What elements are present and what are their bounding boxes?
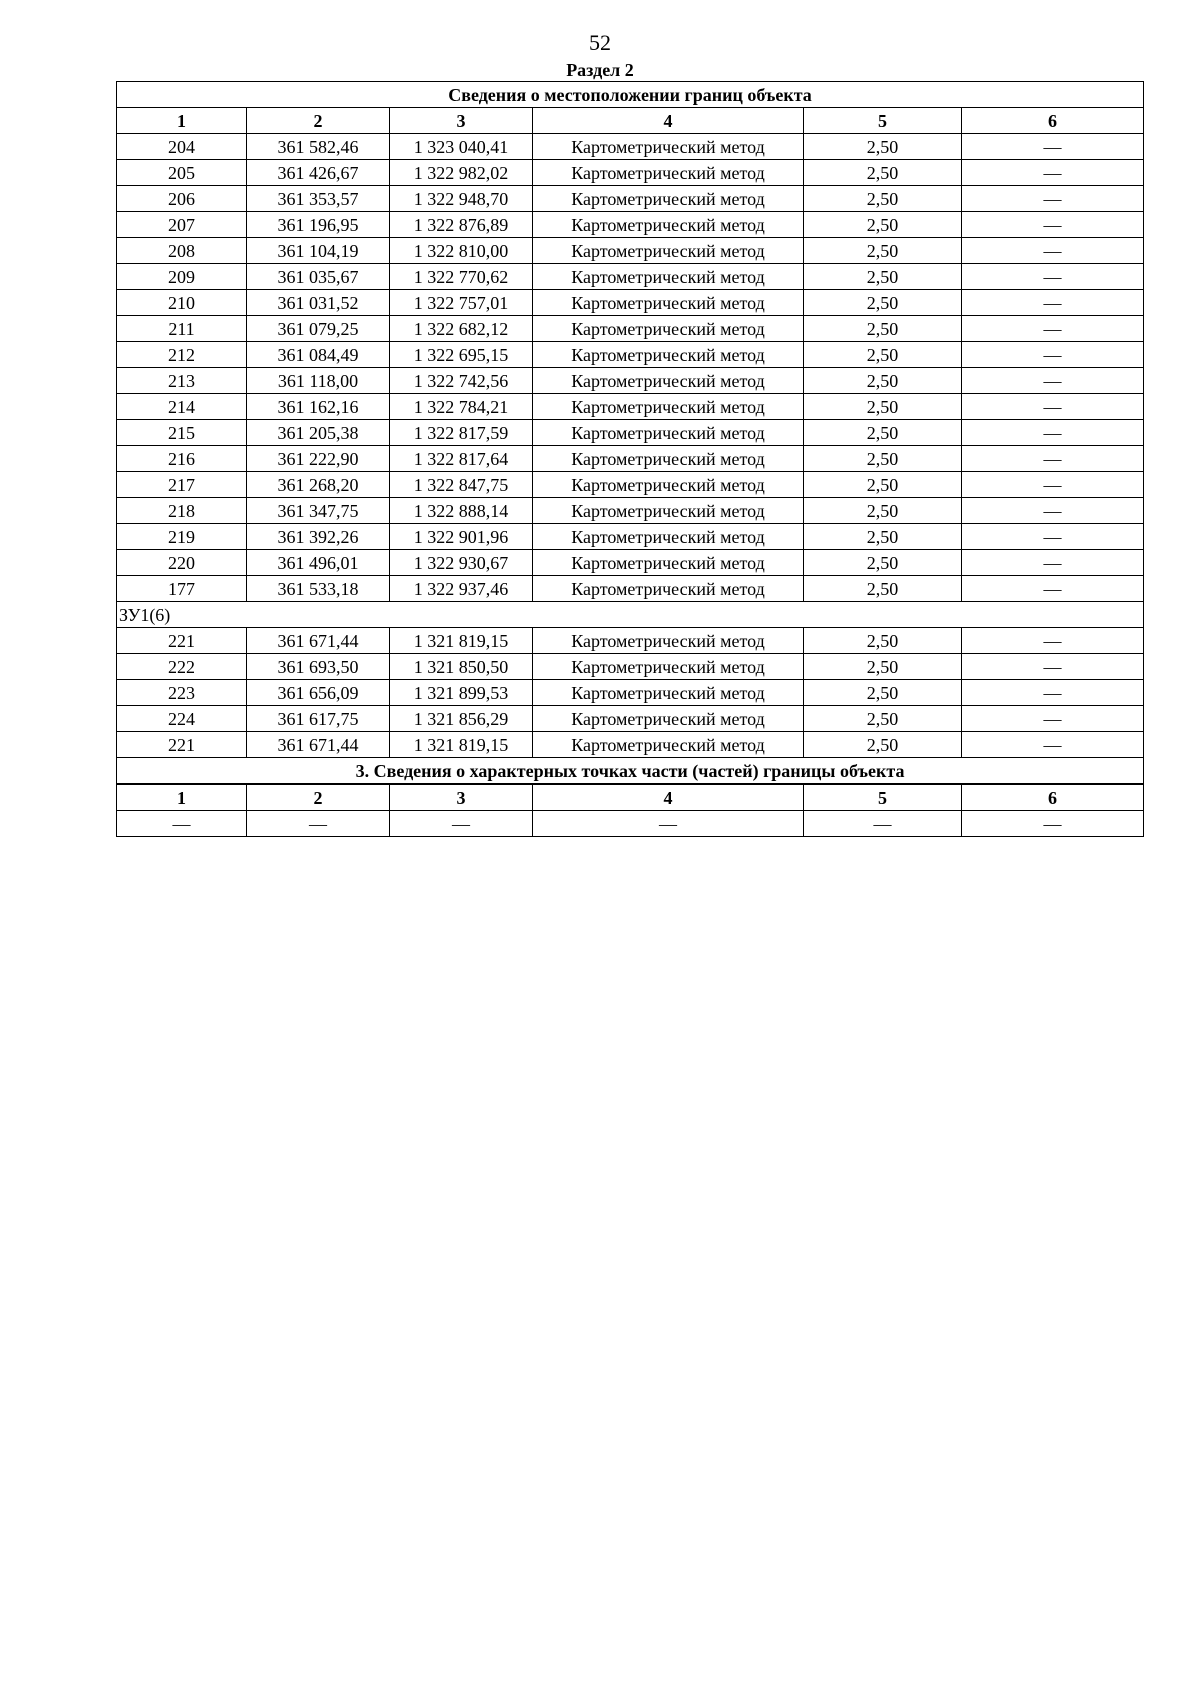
description-cell: — [962, 290, 1144, 316]
point-number-cell: — [117, 811, 247, 837]
x-coordinate-cell: 361 031,52 [247, 290, 390, 316]
accuracy-cell: 2,50 [804, 446, 962, 472]
method-cell: Картометрический метод [533, 342, 804, 368]
point-number-cell: 209 [117, 264, 247, 290]
y-coordinate-cell: 1 322 876,89 [390, 212, 533, 238]
description-cell: — [962, 134, 1144, 160]
x-coordinate-cell: 361 162,16 [247, 394, 390, 420]
accuracy-cell: 2,50 [804, 186, 962, 212]
method-cell: Картометрический метод [533, 446, 804, 472]
x-coordinate-cell: 361 118,00 [247, 368, 390, 394]
y-coordinate-cell: 1 323 040,41 [390, 134, 533, 160]
column-number: 2 [247, 108, 390, 134]
accuracy-cell: 2,50 [804, 342, 962, 368]
table-row [117, 498, 1144, 524]
point-number-cell: 215 [117, 420, 247, 446]
y-coordinate-cell: 1 322 770,62 [390, 264, 533, 290]
group-label: ЗУ1(6) [117, 602, 1144, 628]
y-coordinate-cell: — [390, 811, 533, 837]
accuracy-cell: 2,50 [804, 550, 962, 576]
description-cell: — [962, 732, 1144, 758]
accuracy-cell: 2,50 [804, 524, 962, 550]
table-row [117, 550, 1144, 576]
point-number-cell: 224 [117, 706, 247, 732]
accuracy-cell: 2,50 [804, 628, 962, 654]
method-cell: Картометрический метод [533, 290, 804, 316]
x-coordinate-cell: 361 671,44 [247, 628, 390, 654]
point-number-cell: 207 [117, 212, 247, 238]
y-coordinate-cell: 1 322 817,64 [390, 446, 533, 472]
x-coordinate-cell: 361 656,09 [247, 680, 390, 706]
x-coordinate-cell: 361 347,75 [247, 498, 390, 524]
y-coordinate-cell: 1 322 901,96 [390, 524, 533, 550]
description-cell: — [962, 212, 1144, 238]
table-row [117, 264, 1144, 290]
y-coordinate-cell: 1 322 817,59 [390, 420, 533, 446]
accuracy-cell: 2,50 [804, 680, 962, 706]
column-number: 5 [804, 108, 962, 134]
method-cell: Картометрический метод [533, 316, 804, 342]
y-coordinate-cell: 1 322 784,21 [390, 394, 533, 420]
method-cell: Картометрический метод [533, 576, 804, 602]
method-cell: Картометрический метод [533, 368, 804, 394]
y-coordinate-cell: 1 322 847,75 [390, 472, 533, 498]
method-cell: Картометрический метод [533, 238, 804, 264]
accuracy-cell: 2,50 [804, 394, 962, 420]
method-cell: Картометрический метод [533, 134, 804, 160]
column-number: 4 [533, 108, 804, 134]
description-cell: — [962, 680, 1144, 706]
column-number: 5 [804, 784, 962, 811]
y-coordinate-cell: 1 322 682,12 [390, 316, 533, 342]
table-row [117, 654, 1144, 680]
method-cell: Картометрический метод [533, 654, 804, 680]
table-row [117, 160, 1144, 186]
y-coordinate-cell: 1 321 819,15 [390, 628, 533, 654]
point-number-cell: 177 [117, 576, 247, 602]
accuracy-cell: 2,50 [804, 316, 962, 342]
y-coordinate-cell: 1 322 757,01 [390, 290, 533, 316]
description-cell: — [962, 550, 1144, 576]
page-number: 52 [589, 30, 611, 55]
point-number-cell: 219 [117, 524, 247, 550]
column-number: 6 [962, 108, 1144, 134]
point-number-cell: 223 [117, 680, 247, 706]
point-number-cell: 222 [117, 654, 247, 680]
y-coordinate-cell: 1 322 930,67 [390, 550, 533, 576]
point-number-cell: 206 [117, 186, 247, 212]
section3-column-number-row [117, 784, 1144, 811]
x-coordinate-cell: 361 205,38 [247, 420, 390, 446]
method-cell: Картометрический метод [533, 420, 804, 446]
group-row [117, 602, 1144, 628]
x-coordinate-cell: 361 104,19 [247, 238, 390, 264]
table-row [117, 238, 1144, 264]
y-coordinate-cell: 1 321 850,50 [390, 654, 533, 680]
y-coordinate-cell: 1 322 982,02 [390, 160, 533, 186]
table-row [117, 368, 1144, 394]
table-row [117, 472, 1144, 498]
x-coordinate-cell: 361 426,67 [247, 160, 390, 186]
method-cell: Картометрический метод [533, 628, 804, 654]
x-coordinate-cell: 361 533,18 [247, 576, 390, 602]
point-number-cell: 212 [117, 342, 247, 368]
point-number-cell: 221 [117, 628, 247, 654]
description-cell: — [962, 446, 1144, 472]
description-cell: — [962, 628, 1144, 654]
method-cell: — [533, 811, 804, 837]
column-number: 1 [117, 784, 247, 811]
method-cell: Картометрический метод [533, 498, 804, 524]
table-row [117, 134, 1144, 160]
method-cell: Картометрический метод [533, 550, 804, 576]
accuracy-cell: 2,50 [804, 706, 962, 732]
accuracy-cell: 2,50 [804, 290, 962, 316]
section3-title-row [117, 758, 1144, 785]
table-row [117, 732, 1144, 758]
method-cell: Картометрический метод [533, 212, 804, 238]
method-cell: Картометрический метод [533, 160, 804, 186]
method-cell: Картометрический метод [533, 394, 804, 420]
method-cell: Картометрический метод [533, 732, 804, 758]
accuracy-cell: 2,50 [804, 472, 962, 498]
table-row [117, 420, 1144, 446]
point-number-cell: 220 [117, 550, 247, 576]
point-number-cell: 214 [117, 394, 247, 420]
point-number-cell: 221 [117, 732, 247, 758]
table-title-row [117, 82, 1144, 108]
table-row [117, 342, 1144, 368]
y-coordinate-cell: 1 322 810,00 [390, 238, 533, 264]
description-cell: — [962, 654, 1144, 680]
column-number: 3 [390, 784, 533, 811]
boundary-table-body [117, 82, 1144, 837]
column-number: 1 [117, 108, 247, 134]
x-coordinate-cell: 361 496,01 [247, 550, 390, 576]
table-title: Сведения о местоположении границ объекта [117, 82, 1144, 108]
table-row [117, 316, 1144, 342]
method-cell: Картометрический метод [533, 524, 804, 550]
point-number-cell: 204 [117, 134, 247, 160]
description-cell: — [962, 160, 1144, 186]
accuracy-cell: 2,50 [804, 238, 962, 264]
x-coordinate-cell: 361 222,90 [247, 446, 390, 472]
description-cell: — [962, 576, 1144, 602]
table-row [117, 706, 1144, 732]
accuracy-cell: 2,50 [804, 654, 962, 680]
point-number-cell: 210 [117, 290, 247, 316]
description-cell: — [962, 498, 1144, 524]
x-coordinate-cell: 361 582,46 [247, 134, 390, 160]
x-coordinate-cell: 361 084,49 [247, 342, 390, 368]
description-cell: — [962, 342, 1144, 368]
section3-title: 3. Сведения о характерных точках части (частей) границы объекта [117, 758, 1144, 785]
column-number: 3 [390, 108, 533, 134]
table-row [117, 576, 1144, 602]
y-coordinate-cell: 1 322 888,14 [390, 498, 533, 524]
x-coordinate-cell: 361 392,26 [247, 524, 390, 550]
point-number-cell: 205 [117, 160, 247, 186]
x-coordinate-cell: 361 353,57 [247, 186, 390, 212]
y-coordinate-cell: 1 322 695,15 [390, 342, 533, 368]
y-coordinate-cell: 1 322 742,56 [390, 368, 533, 394]
table-row [117, 290, 1144, 316]
accuracy-cell: 2,50 [804, 160, 962, 186]
table-row [117, 628, 1144, 654]
method-cell: Картометрический метод [533, 186, 804, 212]
accuracy-cell: — [804, 811, 962, 837]
point-number-cell: 208 [117, 238, 247, 264]
section3-row [117, 811, 1144, 837]
description-cell: — [962, 420, 1144, 446]
section-title: Раздел 2 [566, 60, 634, 80]
accuracy-cell: 2,50 [804, 212, 962, 238]
description-cell: — [962, 238, 1144, 264]
column-number-row [117, 108, 1144, 134]
accuracy-cell: 2,50 [804, 264, 962, 290]
description-cell: — [962, 368, 1144, 394]
description-cell: — [962, 394, 1144, 420]
x-coordinate-cell: 361 617,75 [247, 706, 390, 732]
description-cell: — [962, 264, 1144, 290]
column-number: 2 [247, 784, 390, 811]
table-row [117, 394, 1144, 420]
accuracy-cell: 2,50 [804, 576, 962, 602]
table-row [117, 680, 1144, 706]
table-row [117, 524, 1144, 550]
description-cell: — [962, 524, 1144, 550]
y-coordinate-cell: 1 322 948,70 [390, 186, 533, 212]
column-number: 4 [533, 784, 804, 811]
y-coordinate-cell: 1 322 937,46 [390, 576, 533, 602]
boundary-table [116, 81, 1144, 837]
point-number-cell: 218 [117, 498, 247, 524]
point-number-cell: 211 [117, 316, 247, 342]
x-coordinate-cell: 361 693,50 [247, 654, 390, 680]
table-row [117, 212, 1144, 238]
method-cell: Картометрический метод [533, 472, 804, 498]
table-row [117, 186, 1144, 212]
y-coordinate-cell: 1 321 819,15 [390, 732, 533, 758]
y-coordinate-cell: 1 321 856,29 [390, 706, 533, 732]
x-coordinate-cell: 361 079,25 [247, 316, 390, 342]
accuracy-cell: 2,50 [804, 134, 962, 160]
description-cell: — [962, 811, 1144, 837]
point-number-cell: 217 [117, 472, 247, 498]
description-cell: — [962, 186, 1144, 212]
description-cell: — [962, 706, 1144, 732]
x-coordinate-cell: 361 196,95 [247, 212, 390, 238]
description-cell: — [962, 472, 1144, 498]
x-coordinate-cell: — [247, 811, 390, 837]
accuracy-cell: 2,50 [804, 368, 962, 394]
method-cell: Картометрический метод [533, 264, 804, 290]
description-cell: — [962, 316, 1144, 342]
column-number: 6 [962, 784, 1144, 811]
method-cell: Картометрический метод [533, 706, 804, 732]
table-row [117, 446, 1144, 472]
accuracy-cell: 2,50 [804, 732, 962, 758]
point-number-cell: 216 [117, 446, 247, 472]
x-coordinate-cell: 361 268,20 [247, 472, 390, 498]
point-number-cell: 213 [117, 368, 247, 394]
accuracy-cell: 2,50 [804, 498, 962, 524]
method-cell: Картометрический метод [533, 680, 804, 706]
x-coordinate-cell: 361 671,44 [247, 732, 390, 758]
accuracy-cell: 2,50 [804, 420, 962, 446]
y-coordinate-cell: 1 321 899,53 [390, 680, 533, 706]
x-coordinate-cell: 361 035,67 [247, 264, 390, 290]
